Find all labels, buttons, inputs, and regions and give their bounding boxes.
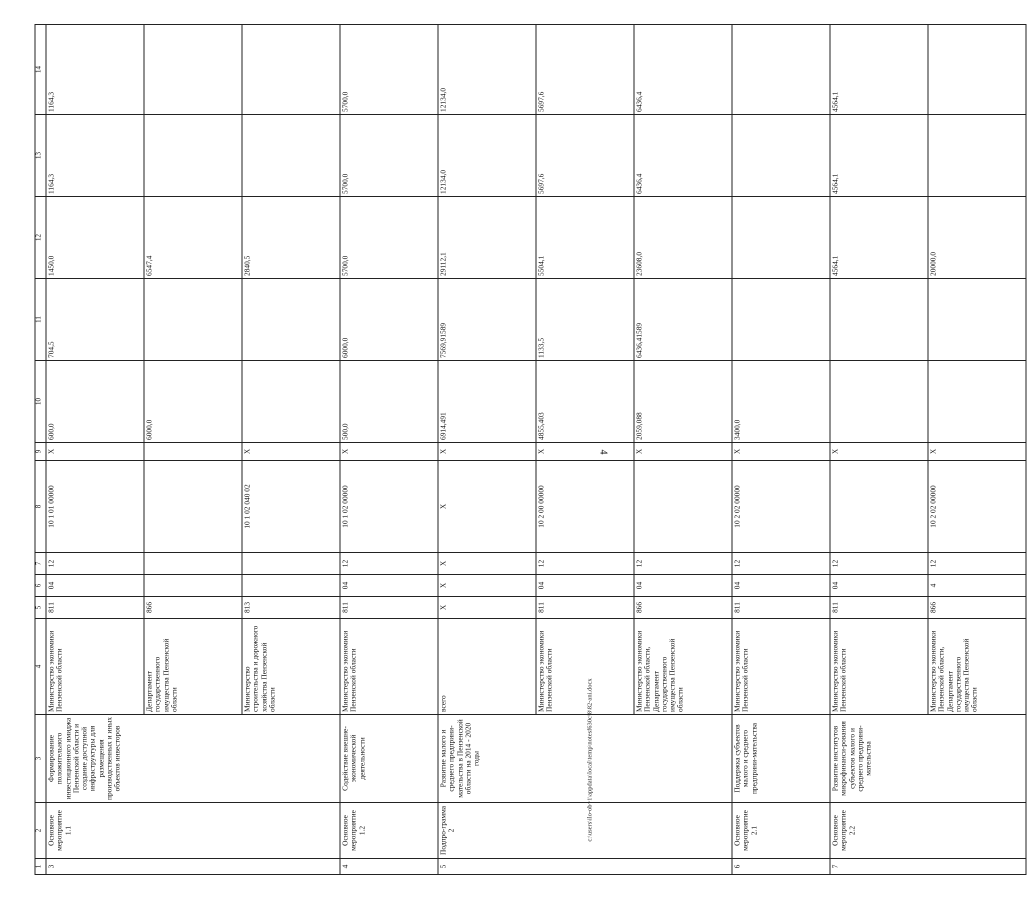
value-cell-c8 xyxy=(830,461,1026,553)
page-number: 4 xyxy=(597,449,609,455)
cell-value: 6436,4 xyxy=(634,115,731,196)
executor-text: Министерство экономики Пензенской области, Департамент государственного имущества Пензенской области xyxy=(634,619,731,714)
cell-value: 12134,0 xyxy=(438,169,448,194)
event-type-cell: Основное мероприятие 1.2 xyxy=(340,803,438,859)
cell-value: 5700,0 xyxy=(340,173,350,194)
cell-value: 04 xyxy=(536,575,633,596)
cell-value: 704,5 xyxy=(46,341,56,358)
cell-value: 04 xyxy=(830,581,840,590)
value-cell-c10 xyxy=(830,361,1026,443)
executor-text: Министерство экономики Пензенской области xyxy=(536,619,633,714)
cell-value: 1133,5 xyxy=(536,279,633,360)
cell-value: 4 xyxy=(928,575,1025,596)
cell-value: 10 1 02 040 02 xyxy=(242,461,339,552)
table-row xyxy=(732,25,830,875)
cell-value: 04 xyxy=(46,581,56,590)
cell-value: 12 xyxy=(634,553,731,574)
cell-value: 10 2 02 00000 xyxy=(928,461,1025,552)
value-cell-c10 xyxy=(340,361,438,443)
col-header: 5 xyxy=(35,597,46,619)
event-name-cell: Развитие малого и среднего предприни-мательства в Пензенской области на 2014 - 2020 годы xyxy=(438,715,732,803)
cell-value xyxy=(144,461,241,552)
value-cell-c9 xyxy=(438,443,732,461)
cell-value: 811 xyxy=(830,602,840,613)
col-header: 2 xyxy=(35,803,46,859)
row-number-cell: 3 xyxy=(46,859,340,875)
value-cell-c6 xyxy=(830,575,1026,597)
value-cell-c5 xyxy=(830,597,1026,619)
cell-value xyxy=(734,279,829,360)
cell-value: Х xyxy=(928,443,1025,460)
cell-value xyxy=(832,461,927,552)
cell-value xyxy=(242,115,339,196)
cell-value: 4855,403 xyxy=(536,361,633,442)
value-cell-c9 xyxy=(732,443,830,461)
cell-value: 10 2 02 00000 xyxy=(732,485,742,528)
cell-value: Х xyxy=(46,448,56,455)
value-cell-c10 xyxy=(732,361,830,443)
cell-value xyxy=(928,25,1025,114)
cell-value: 6914,491 xyxy=(438,412,448,440)
cell-value: 6436,4 xyxy=(634,25,731,114)
cell-value: 10 1 02 00000 xyxy=(340,485,350,528)
cell-value: 23608,0 xyxy=(634,197,731,278)
value-cell-c7 xyxy=(340,553,438,575)
value-cell-c13 xyxy=(732,115,830,197)
cell-value: 10 2 00 00000 xyxy=(536,461,633,552)
executor-text: Министерство строительства и дорожного хозяйства Пензенской области xyxy=(242,619,339,714)
value-cell-c8 xyxy=(732,461,830,553)
executor-text: Министерство экономики Пензенской области xyxy=(732,630,750,712)
cell-value: Х xyxy=(438,604,448,611)
cell-value: 6000,0 xyxy=(340,337,350,358)
cell-value: 6547,4 xyxy=(144,197,241,278)
cell-value: 811 xyxy=(732,602,742,613)
cell-value xyxy=(144,553,241,574)
col-header: 9 xyxy=(35,443,46,461)
cell-value: Х xyxy=(634,443,731,460)
cell-value xyxy=(144,279,241,360)
cell-value xyxy=(832,361,927,442)
value-cell-c5 xyxy=(46,597,340,619)
cell-value: 5700,0 xyxy=(340,255,350,276)
executor-cell xyxy=(732,619,830,715)
cell-value: Х xyxy=(438,448,448,455)
cell-value: 500,0 xyxy=(340,423,350,440)
value-cell-c8 xyxy=(438,461,732,553)
cell-value: 04 xyxy=(340,581,350,590)
cell-value: Х xyxy=(242,443,339,460)
col-header: 6 xyxy=(35,575,46,597)
column-number-header-row xyxy=(35,25,46,875)
cell-value: 6000,0 xyxy=(144,361,241,442)
cell-value xyxy=(242,575,339,596)
file-path-footer: c:\users\ilo-ob~1\appdata\local\temp\notesf630c\8\82-ani.docx xyxy=(586,678,594,842)
event-name-cell: Формирование положительного инвестиционного имиджа Пензенской области и создание доступной инфраструктуры для размещения производственных и иных объектов инвесторов xyxy=(46,715,340,803)
event-name-cell: Развитие институтов микрофинанси-рования субъектов малого и среднего предприни-мательства xyxy=(830,715,1026,803)
value-cell-c14 xyxy=(46,25,340,115)
value-cell-c11 xyxy=(732,279,830,361)
value-cell-c6 xyxy=(732,575,830,597)
cell-value: 866 xyxy=(634,597,731,618)
executor-text: Министерство экономики Пензенской области xyxy=(830,630,848,712)
value-cell-c6 xyxy=(46,575,340,597)
cell-value: 5700,0 xyxy=(340,91,350,112)
cell-value xyxy=(928,115,1025,196)
event-name-cell: Содействие внешне-экономической деятельности xyxy=(340,715,438,803)
value-cell-c11 xyxy=(46,279,340,361)
cell-value: 12 xyxy=(536,553,633,574)
executor-cell xyxy=(830,619,1026,715)
cell-value: Х xyxy=(438,560,448,567)
cell-value xyxy=(144,25,241,114)
value-cell-c9 xyxy=(340,443,438,461)
value-cell-c13 xyxy=(340,115,438,197)
value-cell-c5 xyxy=(340,597,438,619)
cell-value: 2840,5 xyxy=(242,197,339,278)
cell-value: 1450,0 xyxy=(46,255,56,276)
cell-value: Х xyxy=(438,503,448,510)
cell-value xyxy=(242,279,339,360)
executor-cell xyxy=(340,619,438,715)
cell-value: 1164,3 xyxy=(46,173,56,194)
value-cell-c12 xyxy=(732,197,830,279)
table-row xyxy=(438,25,732,875)
cell-value: 4564,1 xyxy=(830,91,840,112)
cell-value: 04 xyxy=(732,581,742,590)
value-cell-c7 xyxy=(830,553,1026,575)
cell-value: 811 xyxy=(46,602,56,613)
value-cell-c13 xyxy=(46,115,340,197)
executor-text: всего xyxy=(438,695,448,712)
row-number-cell: 5 xyxy=(438,859,732,875)
value-cell-c12 xyxy=(46,197,340,279)
table-row xyxy=(340,25,438,875)
executor-text: Департамент государственного имущества Пензенской области xyxy=(144,619,241,714)
cell-value: 29112,1 xyxy=(438,252,448,276)
program-funding-table xyxy=(35,24,1027,875)
col-header: 14 xyxy=(35,25,46,115)
cell-value: 600,0 xyxy=(46,423,56,440)
cell-value: 20000,0 xyxy=(928,197,1025,278)
value-cell-c7 xyxy=(438,553,732,575)
cell-value: 813 xyxy=(242,597,339,618)
cell-value xyxy=(734,197,829,278)
col-header: 11 xyxy=(35,279,46,361)
value-cell-c6 xyxy=(438,575,732,597)
executor-text: Министерство экономики Пензенской области, Департамент государственного имущества Пензенской области xyxy=(928,619,1025,714)
value-cell-c13 xyxy=(830,115,1026,197)
executor-cell xyxy=(46,619,340,715)
cell-value xyxy=(734,115,829,196)
cell-value: 12134,0 xyxy=(438,87,448,112)
event-name-cell: Поддержка субъектов малого и среднего предприни-мательства xyxy=(732,715,830,803)
cell-value: 12 xyxy=(46,559,56,568)
cell-value xyxy=(242,553,339,574)
value-cell-c7 xyxy=(46,553,340,575)
cell-value xyxy=(928,361,1025,442)
value-cell-c12 xyxy=(830,197,1026,279)
table-row xyxy=(830,25,1026,875)
cell-value xyxy=(144,575,241,596)
event-type-cell: Основное мероприятие 2.1 xyxy=(732,803,830,859)
value-cell-c6 xyxy=(340,575,438,597)
cell-value: 811 xyxy=(536,597,633,618)
value-cell-c14 xyxy=(830,25,1026,115)
executor-text: Министерство экономики Пензенской области xyxy=(340,630,358,712)
value-cell-c11 xyxy=(830,279,1026,361)
cell-value: 6436,41589 xyxy=(634,279,731,360)
col-header: 4 xyxy=(35,619,46,715)
cell-value xyxy=(242,25,339,114)
value-cell-c10 xyxy=(46,361,340,443)
cell-value xyxy=(144,115,241,196)
cell-value: 12 xyxy=(928,553,1025,574)
cell-value: 2059,088 xyxy=(634,361,731,442)
cell-value: Х xyxy=(438,582,448,589)
value-cell-c8 xyxy=(340,461,438,553)
cell-value: 04 xyxy=(634,575,731,596)
col-header: 12 xyxy=(35,197,46,279)
cell-value xyxy=(242,361,339,442)
value-cell-c5 xyxy=(438,597,732,619)
value-cell-c10 xyxy=(438,361,732,443)
cell-value: 811 xyxy=(340,602,350,613)
value-cell-c11 xyxy=(438,279,732,361)
cell-value: 1164,3 xyxy=(46,91,56,112)
cell-value: Х xyxy=(536,443,633,460)
col-header: 7 xyxy=(35,553,46,575)
value-cell-c12 xyxy=(340,197,438,279)
row-number-cell: 6 xyxy=(732,859,830,875)
executor-text: Министерство экономики Пензенской области xyxy=(46,630,64,712)
cell-value: 866 xyxy=(928,597,1025,618)
col-header: 8 xyxy=(35,461,46,553)
cell-value: 5697,6 xyxy=(536,25,633,114)
cell-value: 4564,1 xyxy=(830,255,840,276)
value-cell-c9 xyxy=(46,443,340,461)
cell-value: Х xyxy=(340,448,350,455)
event-type-cell: Основное мероприятие 2.2 xyxy=(830,803,1026,859)
row-number-cell: 7 xyxy=(830,859,1026,875)
cell-value: 12 xyxy=(340,559,350,568)
col-header: 1 xyxy=(35,859,46,875)
event-type-cell: Основное мероприятие 1.1 xyxy=(46,803,340,859)
row-number-cell: 4 xyxy=(340,859,438,875)
value-cell-c14 xyxy=(732,25,830,115)
value-cell-c14 xyxy=(438,25,732,115)
cell-value xyxy=(634,461,731,552)
cell-value: 12 xyxy=(830,559,840,568)
value-cell-c13 xyxy=(438,115,732,197)
cell-value xyxy=(734,25,829,114)
cell-value: 866 xyxy=(144,597,241,618)
cell-value: 7569,91589 xyxy=(438,322,448,358)
program-table-container xyxy=(34,25,979,875)
cell-value: 12 xyxy=(732,559,742,568)
executor-cell xyxy=(438,619,732,715)
cell-value: 5504,1 xyxy=(536,197,633,278)
cell-value: 10 1 01 00000 xyxy=(46,485,56,528)
col-header: 13 xyxy=(35,115,46,197)
value-cell-c11 xyxy=(340,279,438,361)
cell-value xyxy=(832,279,927,360)
cell-value xyxy=(928,279,1025,360)
event-type-cell: Подпро-грамма 2 xyxy=(438,803,732,859)
cell-value: 5697,6 xyxy=(536,115,633,196)
cell-value: Х xyxy=(732,448,742,455)
cell-value: Х xyxy=(830,448,840,455)
value-cell-c7 xyxy=(732,553,830,575)
value-cell-c12 xyxy=(438,197,732,279)
cell-value: 4564,1 xyxy=(830,173,840,194)
value-cell-c8 xyxy=(46,461,340,553)
col-header: 3 xyxy=(35,715,46,803)
cell-value xyxy=(144,443,241,460)
value-cell-c9 xyxy=(830,443,1026,461)
table-row xyxy=(46,25,340,875)
col-header: 10 xyxy=(35,361,46,443)
cell-value: 3400,0 xyxy=(732,419,742,440)
value-cell-c5 xyxy=(732,597,830,619)
value-cell-c14 xyxy=(340,25,438,115)
